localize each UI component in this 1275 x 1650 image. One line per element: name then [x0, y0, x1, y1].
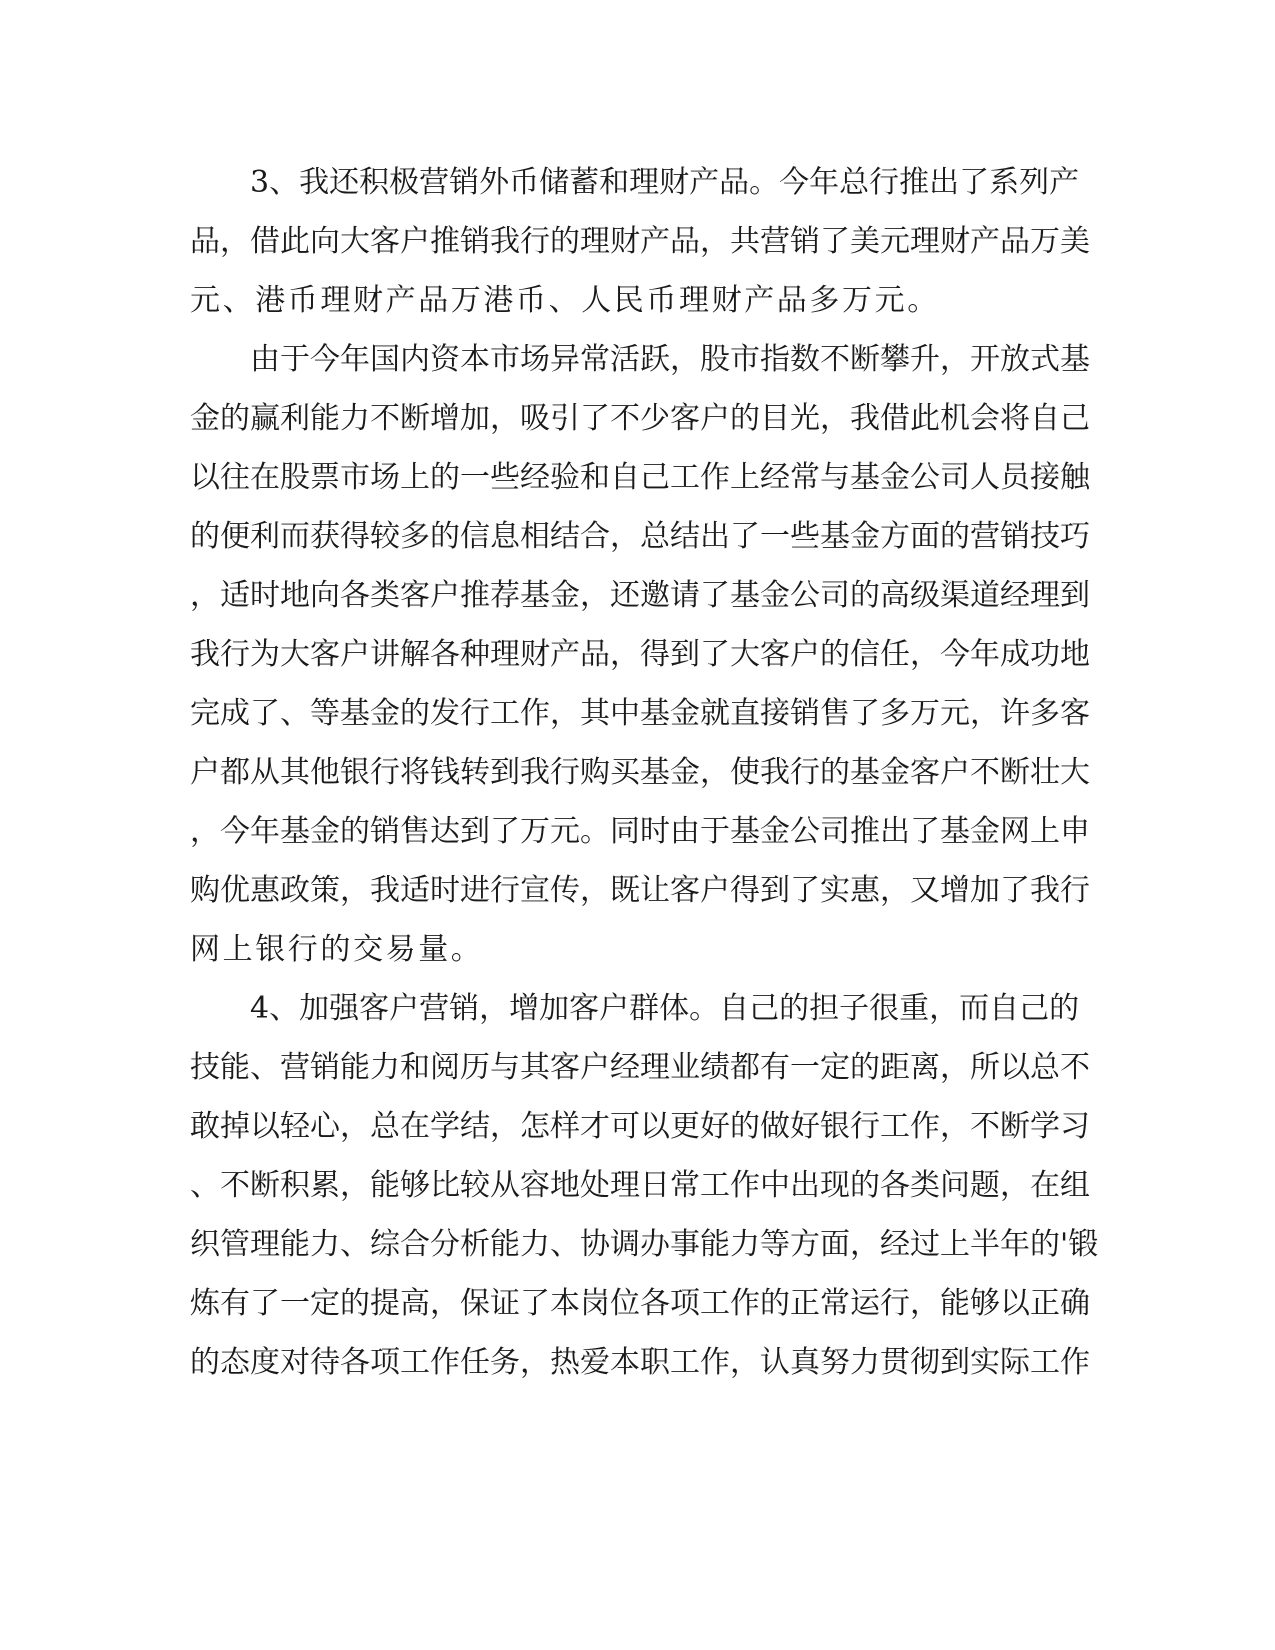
text-line: ，适时地向各类客户推荐基金，还邀请了基金公司的高级渠道经理到: [190, 578, 1090, 613]
text-line: 的便利而获得较多的信息相结合，总结出了一些基金方面的营销技巧: [190, 519, 1090, 554]
text-line: 炼有了一定的提高，保证了本岗位各项工作的正常运行，能够以正确: [190, 1286, 1090, 1321]
text-line: 完成了、等基金的发行工作，其中基金就直接销售了多万元，许多客: [190, 696, 1090, 731]
text-line: 4、加强客户营销，增加客户群体。自己的担子很重，而自己的: [250, 991, 1080, 1026]
text-line: 由于今年国内资本市场异常活跃，股市指数不断攀升，开放式基: [250, 342, 1090, 377]
text-line: 我行为大客户讲解各种理财产品，得到了大客户的信任，今年成功地: [190, 637, 1090, 672]
text-line: 网上银行的交易量。: [190, 932, 484, 967]
text-line: 的态度对待各项工作任务，热爱本职工作，认真努力贯彻到实际工作: [190, 1345, 1090, 1380]
text-line: 金的赢利能力不断增加，吸引了不少客户的目光，我借此机会将自己: [190, 401, 1090, 436]
text-line: 元、港币理财产品万港币、人民币理财产品多万元。: [190, 283, 940, 318]
text-line: 、不断积累，能够比较从容地处理日常工作中出现的各类问题，在组: [190, 1168, 1090, 1203]
text-line: 户都从其他银行将钱转到我行购买基金，使我行的基金客户不断壮大: [190, 755, 1090, 790]
text-line: 品，借此向大客户推销我行的理财产品，共营销了美元理财产品万美: [190, 224, 1090, 259]
text-line: 购优惠政策，我适时进行宣传，既让客户得到了实惠，又增加了我行: [190, 873, 1090, 908]
text-line: ，今年基金的销售达到了万元。同时由于基金公司推出了基金网上申: [190, 814, 1090, 849]
text-line: 3、我还积极营销外币储蓄和理财产品。今年总行推出了系列产: [250, 165, 1080, 200]
text-line: 织管理能力、综合分析能力、协调办事能力等方面，经过上半年的'锻: [190, 1227, 1099, 1262]
text-line: 技能、营销能力和阅历与其客户经理业绩都有一定的距离，所以总不: [190, 1050, 1090, 1085]
text-line: 以往在股票市场上的一些经验和自己工作上经常与基金公司人员接触: [190, 460, 1090, 495]
text-line: 敢掉以轻心，总在学结，怎样才可以更好的做好银行工作，不断学习: [190, 1109, 1090, 1144]
